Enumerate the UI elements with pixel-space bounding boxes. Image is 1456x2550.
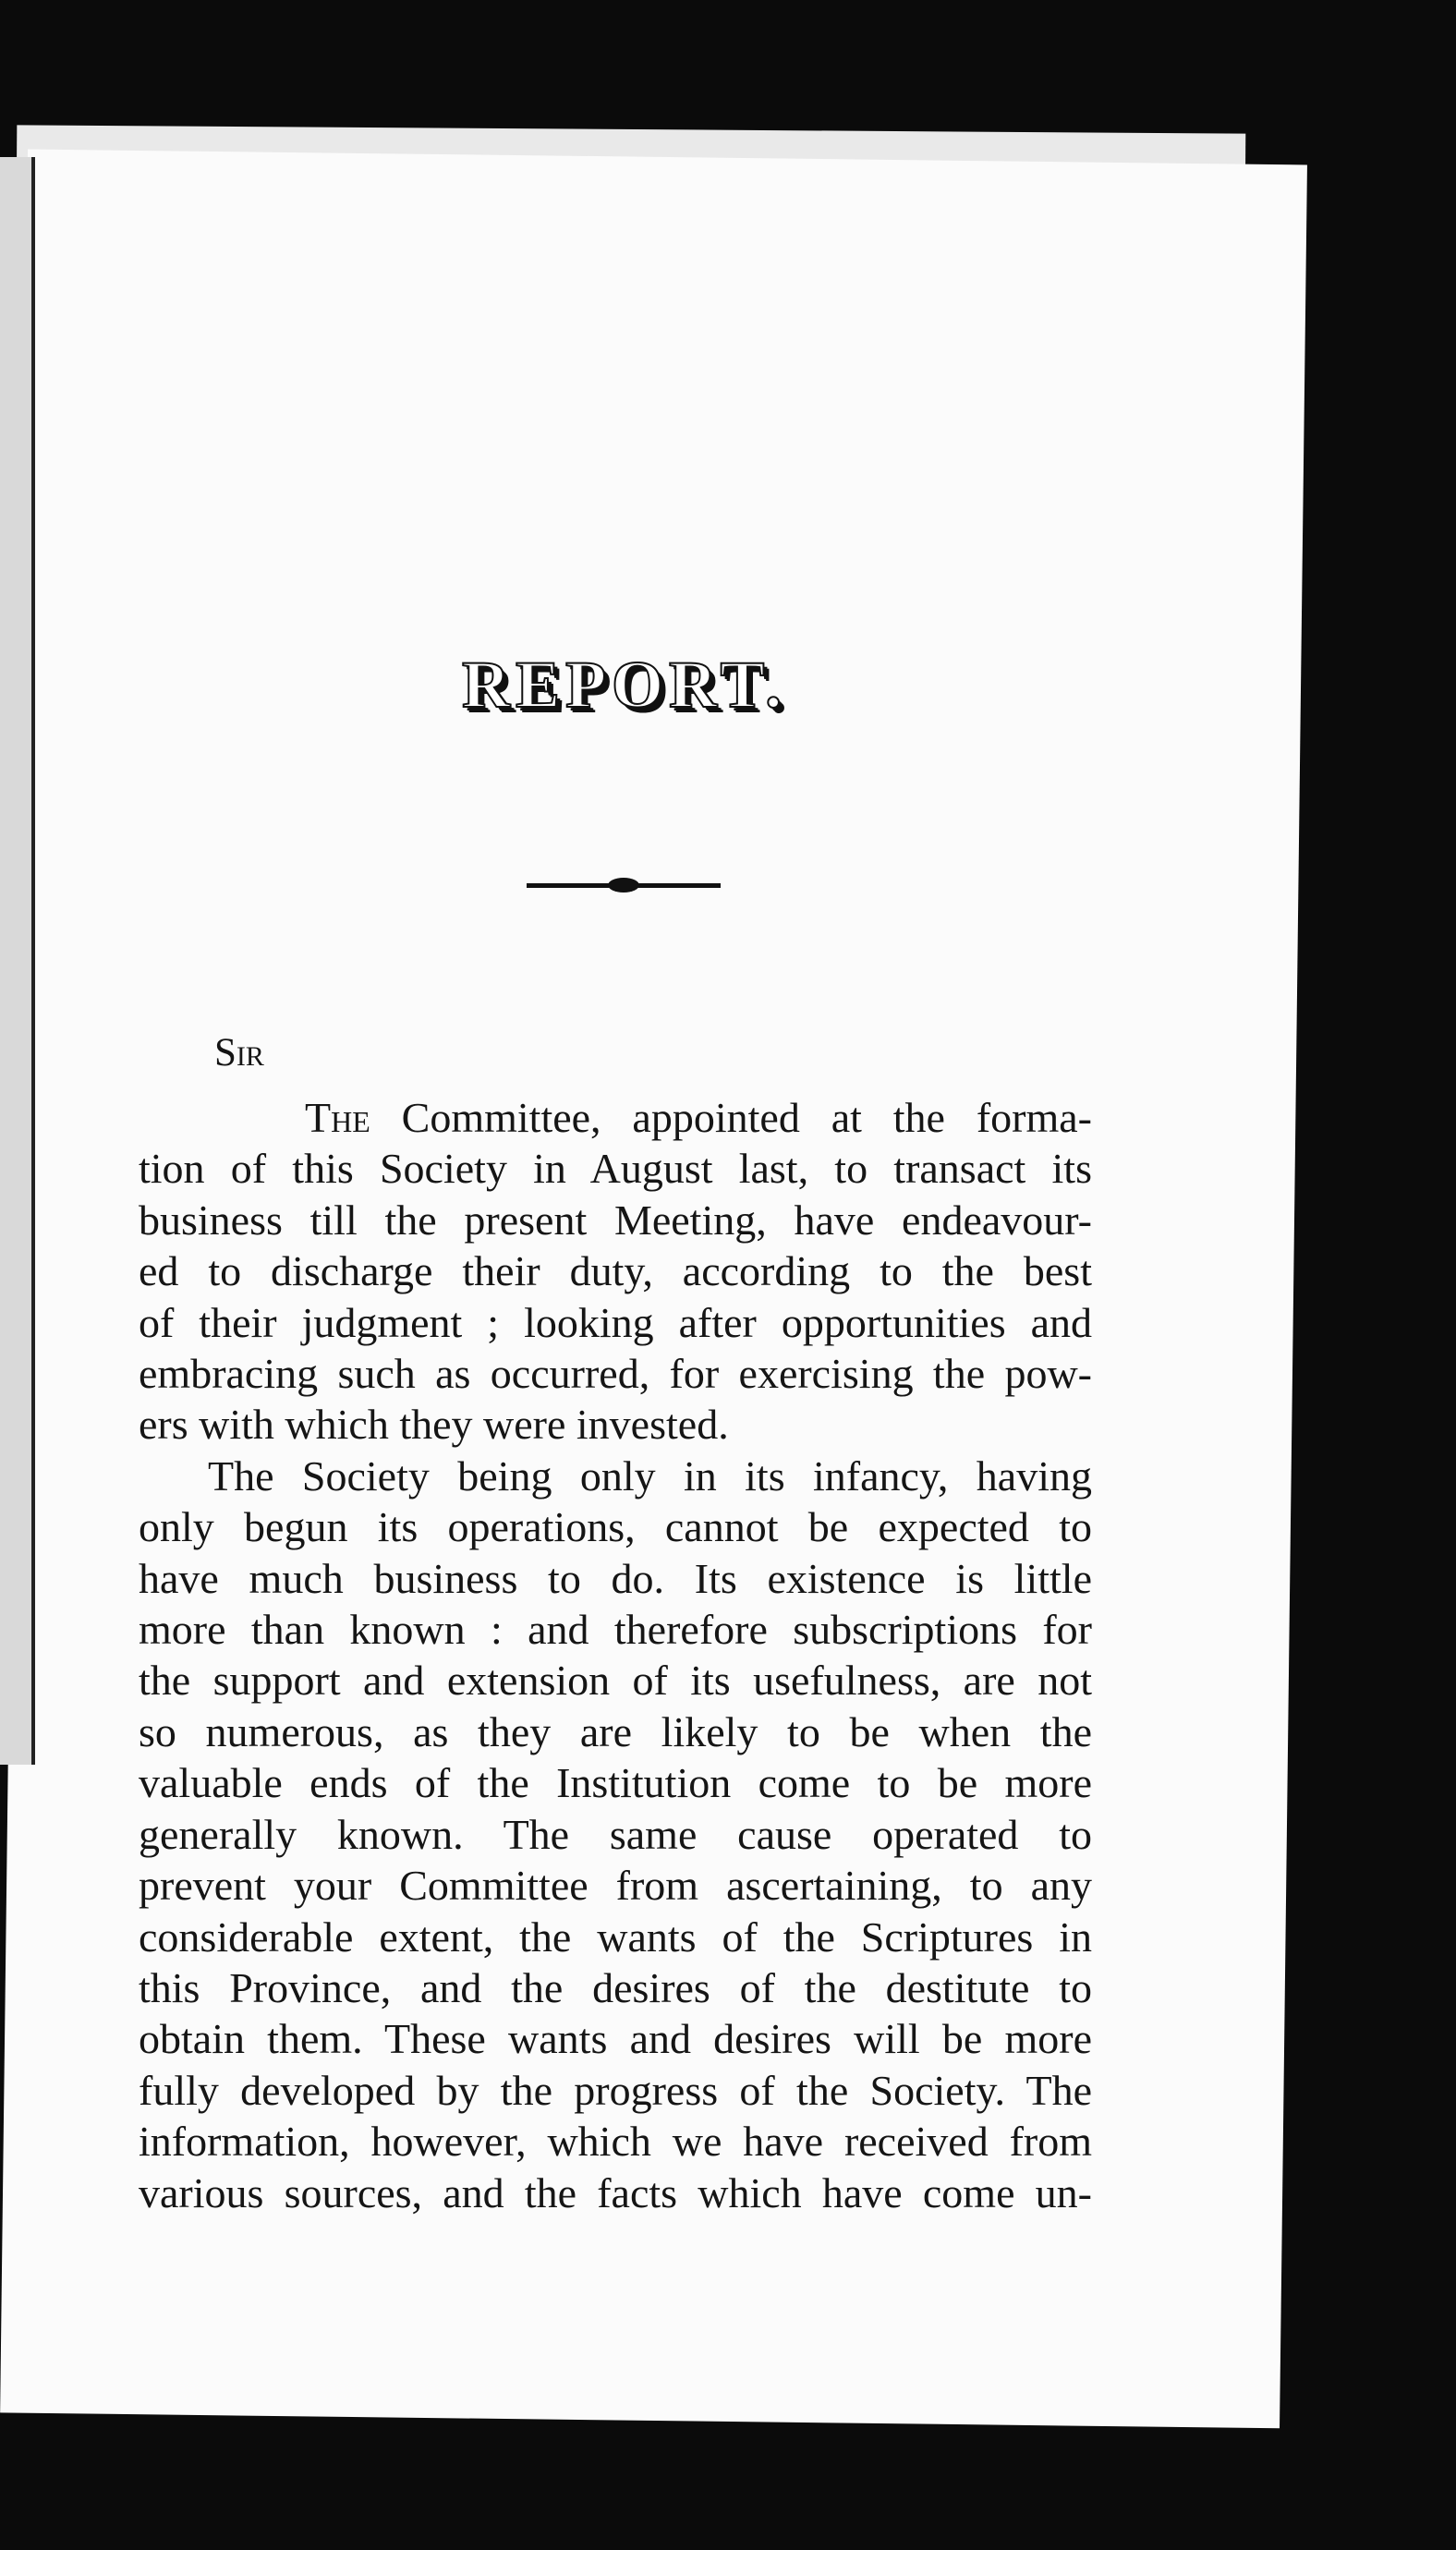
body-line: business till the present Meeting, have endeavour- — [139, 1196, 1092, 1244]
body-line: the support and extension of its usefulness, are not — [139, 1657, 1092, 1705]
body-line: only begun its operations, cannot be expected to — [139, 1503, 1092, 1551]
body-line: generally known. The same cause operated to — [139, 1810, 1092, 1858]
body-line: of their judgment ; looking after opportunities and — [139, 1298, 1092, 1346]
paragraph-lead: The — [305, 1094, 370, 1141]
body-line: fully developed by the progress of the Society. The — [139, 2066, 1092, 2114]
report-title: REPORT. — [462, 648, 788, 722]
report-body — [139, 1092, 1092, 2218]
body-line: valuable ends of the Institution come to be more — [139, 1759, 1092, 1807]
body-line: various sources, and the facts which have come un- — [139, 2168, 1092, 2216]
body-line: tion of this Society in August last, to transact its — [139, 1145, 1092, 1193]
body-line: so numerous, as they are likely to be when the — [139, 1707, 1092, 1755]
body-line: The Committee, appointed at the forma- — [305, 1094, 1092, 1141]
ornamental-rule-center — [608, 878, 639, 892]
body-line: obtain them. These wants and desires will be more — [139, 2015, 1092, 2063]
body-line: have much business to do. Its existence is little — [139, 1554, 1092, 1602]
body-line: more than known : and therefore subscriptions for — [139, 1606, 1092, 1654]
body-line: The Society being only in its infancy, having — [208, 1451, 1092, 1500]
body-line: information, however, which we have received from — [139, 2118, 1092, 2166]
body-line: prevent your Committee from ascertaining, to any — [139, 1862, 1092, 1910]
body-line: embracing such as occurred, for exercising the pow- — [139, 1350, 1092, 1398]
salutation: Sir — [214, 1031, 264, 1075]
book-binding — [0, 157, 35, 1765]
body-line: ers with which they were invested. — [139, 1401, 729, 1449]
body-line: this Province, and the desires of the destitute to — [139, 1963, 1092, 2011]
body-line: considerable extent, the wants of the Scriptures in — [139, 1912, 1092, 1961]
body-line: ed to discharge their duty, according to the best — [139, 1247, 1092, 1295]
